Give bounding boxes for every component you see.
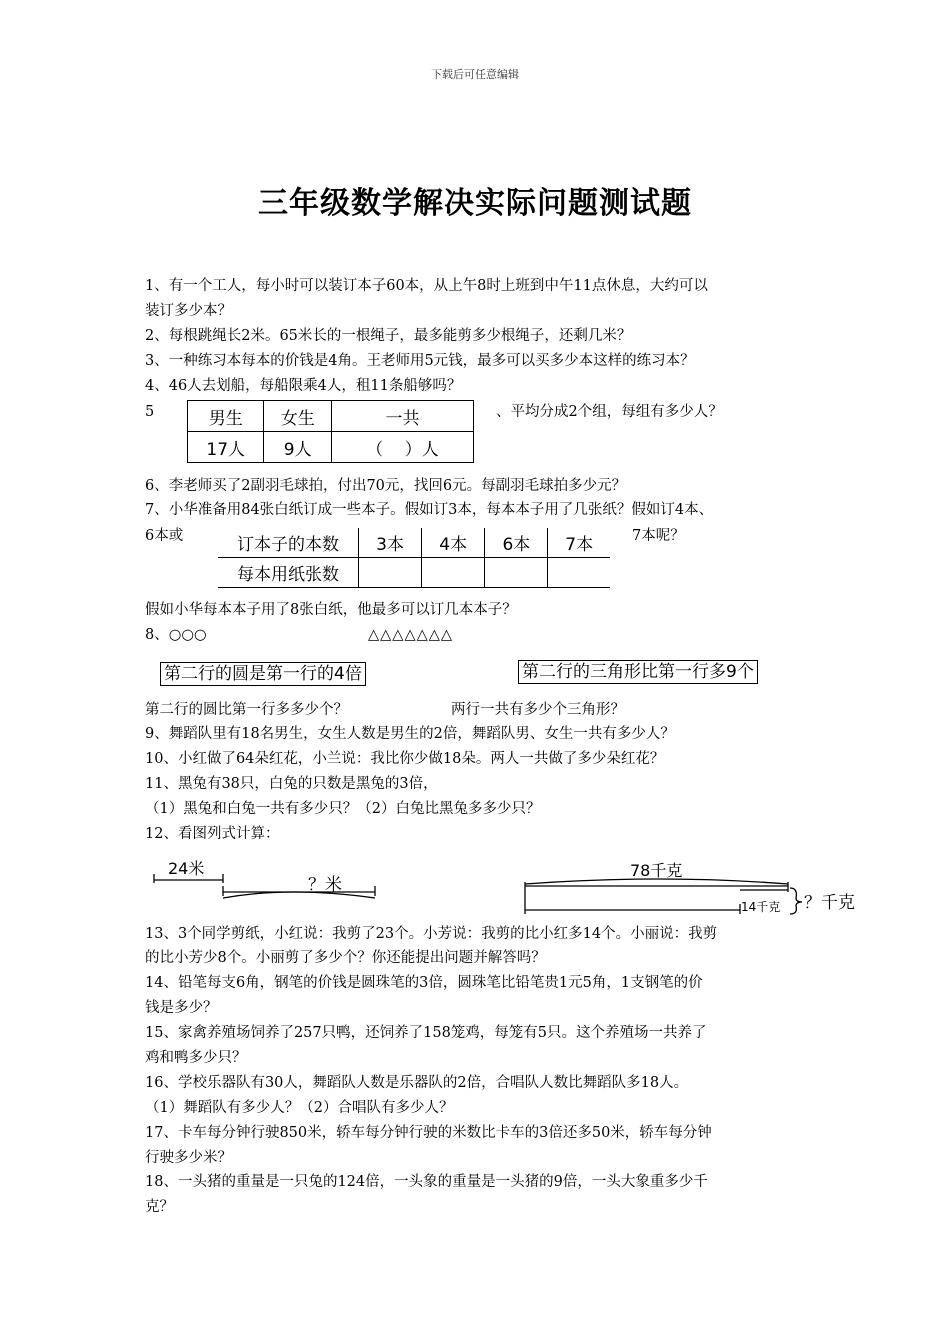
question-11-line-2: （1）黑兔和白兔一共有多少只？（2）白兔比黑兔多多少只？ [145,801,541,817]
label-unknown-kg: ？千克 [804,893,855,913]
question-7-line-4: 假如小华每本本子用了8张白纸，他最多可以订几本本子？ [145,602,517,618]
question-7-table [218,528,610,588]
q5-value-total: （ ）人 [331,432,473,463]
question-15-line-2: 鸡和鸭多少只？ [145,1050,247,1066]
q7-cell-4 [422,557,485,587]
header-note: 下载后可任意编辑 [431,68,519,81]
question-15-line-1: 15、家禽养殖场饲养了257只鸭，还饲养了158笼鸡，每笼有5只。这个养殖场一共养了 [145,1025,707,1041]
page-title: 三年级数学解决实际问题测试题 [258,186,692,221]
question-14-line-1: 14、铅笔每支6角，钢笔的价钱是圆珠笔的3倍，圆珠笔比铅笔贵1元5角，1支钢笔的价 [145,975,703,991]
q7-header-7: 7本 [548,528,610,557]
question-9: 9、舞蹈队里有18名男生，女生人数是男生的2倍，舞蹈队男、女生一共有多少人？ [145,726,675,742]
question-5-number: 5 [145,404,155,420]
q7-header-3: 3本 [359,528,422,557]
label-24m: 24米 [168,859,205,878]
q5-header-total: 一共 [331,401,473,432]
question-16-line-1: 16、学校乐器队有30人，舞蹈队人数是乐器队的2倍，合唱队人数比舞蹈队多18人。 [145,1075,689,1091]
question-7-line-3: 7本呢？ [632,528,685,544]
question-12: 12、看图列式计算： [145,826,280,842]
question-4: 4、46人去划船，每船限乘4人，租11条船够吗？ [145,378,462,394]
brace-unknown [223,892,375,898]
label-78kg: 78千克 [630,861,683,880]
question-12-diagrams [140,852,920,922]
q5-value-girls: 9人 [264,432,332,463]
brace-unknown-kg [790,888,802,914]
question-13-line-1: 13、3个同学剪纸，小红说：我剪了23个。小芳说：我剪的比小红多14个。小丽说：我剪 [145,926,718,942]
question-5-table [187,400,474,463]
question-11-line-1: 11、黑兔有38只，白兔的只数是黑兔的3倍， [145,776,438,792]
question-17-line-1: 17、卡车每分钟行驶850米，轿车每分钟行驶的米数比卡车的3倍还多50米，轿车每分钟 [145,1125,712,1141]
q7-header-4: 4本 [422,528,485,557]
question-1-line-2: 装订多少本？ [145,303,232,319]
question-10: 10、小红做了64朵红花，小兰说：我比你少做18朵。两人一共做了多少朵红花？ [145,751,665,767]
q7-header-6: 6本 [485,528,548,557]
question-8-ask-left: 第二行的圆比第一行多多少个？ [145,702,348,718]
question-8-ask-right: 两行一共有多少个三角形？ [451,702,625,718]
q7-cell-3 [359,557,422,587]
q5-value-boys: 17人 [188,432,264,463]
question-16-line-2: （1）舞蹈队有多少人？（2）合唱队有多少人？ [145,1100,454,1116]
question-8-triangles: △△△△△△△ [368,627,454,643]
question-7-line-1: 7、小华准备用84张白纸订成一些本子。假如订3本，每本本子用了几张纸？假如订4本、 [145,502,714,518]
q7-header-label: 订本子的本数 [218,528,359,557]
question-8-circles: 8、○○○ [145,627,207,643]
q5-header-girls: 女生 [264,401,332,432]
question-6: 6、李老师买了2副羽毛球拍，付出70元，找回6元。每副羽毛球拍多少元？ [145,478,627,494]
question-1-line-1: 1、有一个工人，每小时可以装订本子60本，从上午8时上班到中午11点休息，大约可以 [145,278,708,294]
label-unknown-m: ？米 [308,875,342,895]
question-7-line-2: 6本或 [145,528,184,544]
question-14-line-2: 钱是多少？ [145,1000,218,1016]
question-13-line-2: 的比小芳少8个。小丽剪了多少个？你还能提出问题并解答吗？ [145,950,546,966]
question-17-line-2: 行驶多少米？ [145,1150,232,1166]
question-18-line-1: 18、一头猪的重量是一只兔的124倍，一头象的重量是一头猪的9倍，一头大象重多少千 [145,1174,708,1190]
question-8-box-left: 第二行的圆是第一行的4倍 [160,662,366,686]
question-18-line-2: 克？ [145,1199,174,1215]
q7-cell-7 [548,557,610,587]
q5-header-boys: 男生 [188,401,264,432]
question-3: 3、一种练习本每本的价钱是4角。王老师用5元钱，最多可以买多少本这样的练习本？ [145,353,695,369]
label-14kg: 14千克 [741,900,781,914]
question-2: 2、每根跳绳长2米。65米长的一根绳子，最多能剪多少根绳子，还剩几米？ [145,328,632,344]
question-8-box-right: 第二行的三角形比第一行多9个 [518,660,758,684]
q7-cell-6 [485,557,548,587]
q7-row-label: 每本用纸张数 [218,557,359,587]
question-5-text: 、平均分成2个组，每组有多少人？ [496,404,723,420]
